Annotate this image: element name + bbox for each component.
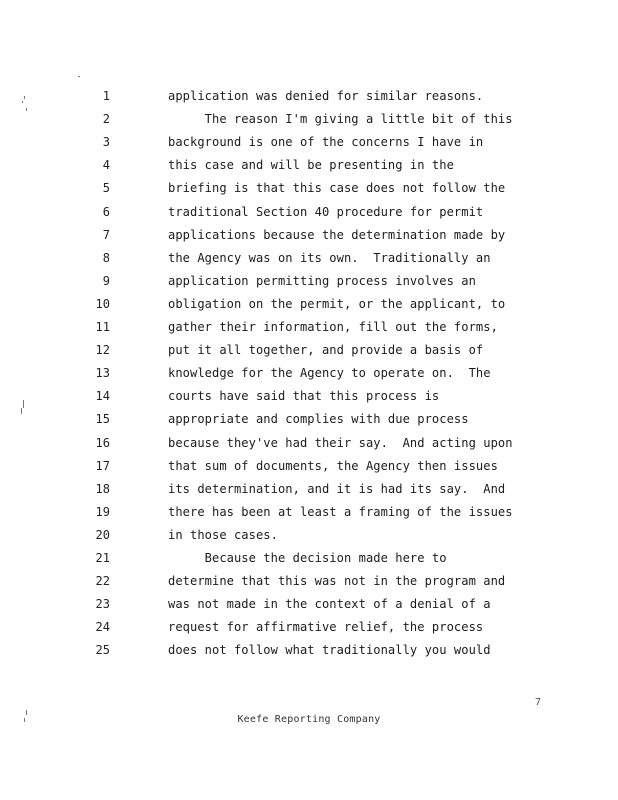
line-number: 17 bbox=[95, 458, 110, 473]
line-number: 3 bbox=[102, 135, 110, 150]
line-text: the Agency was on its own. Traditionally an bbox=[168, 250, 491, 265]
line-text: because they've had their say. And acting upon bbox=[168, 435, 513, 450]
transcript-line bbox=[0, 617, 618, 637]
line-text: obligation on the permit, or the applicant, to bbox=[168, 296, 506, 311]
line-number: 14 bbox=[95, 389, 110, 404]
line-number: 9 bbox=[102, 273, 110, 288]
line-text: its determination, and it is had its say. And bbox=[168, 481, 506, 496]
line-number: 21 bbox=[95, 551, 110, 565]
line-text: does not follow what traditionally you would bbox=[168, 643, 491, 658]
line-number: 1 bbox=[102, 89, 110, 103]
line-number: 25 bbox=[95, 643, 110, 658]
scan-speck bbox=[78, 76, 80, 77]
line-number: 5 bbox=[102, 181, 110, 196]
line-text: knowledge for the Agency to operate on. The bbox=[168, 366, 491, 381]
line-number: 8 bbox=[102, 250, 110, 265]
transcript-line bbox=[0, 525, 618, 545]
line-text: that sum of documents, the Agency then issues bbox=[168, 458, 498, 473]
transcript-line bbox=[0, 479, 618, 499]
line-number: 10 bbox=[95, 296, 110, 311]
line-text: appropriate and complies with due process bbox=[168, 412, 469, 427]
line-number: 4 bbox=[102, 158, 110, 173]
transcript-line bbox=[0, 132, 618, 152]
transcript-line bbox=[0, 571, 618, 591]
line-text: there has been at least a framing of the issues bbox=[168, 504, 513, 519]
line-text: traditional Section 40 procedure for permit bbox=[168, 204, 484, 219]
transcript-line bbox=[0, 317, 618, 337]
line-number: 12 bbox=[95, 343, 110, 358]
line-number: 24 bbox=[95, 620, 110, 635]
transcript-line bbox=[0, 433, 618, 453]
reporter-footer: Keefe Reporting Company bbox=[237, 714, 381, 725]
line-number: 6 bbox=[102, 204, 110, 219]
transcript-line bbox=[0, 340, 618, 360]
transcript-line bbox=[0, 225, 618, 245]
line-text: background is one of the concerns I have in bbox=[168, 135, 484, 150]
line-number: 23 bbox=[95, 597, 110, 612]
line-text: gather their information, fill out the forms, bbox=[168, 320, 498, 334]
transcript-line bbox=[0, 271, 618, 291]
line-text: The reason I'm giving a little bit of this bbox=[168, 112, 513, 127]
transcript-line bbox=[0, 178, 618, 198]
line-text: application permitting process involves an bbox=[168, 273, 476, 288]
line-number: 15 bbox=[95, 412, 110, 427]
line-text: in those cases. bbox=[168, 527, 278, 542]
transcript-line bbox=[0, 502, 618, 522]
line-text: put it all together, and provide a basis of bbox=[168, 343, 484, 358]
transcript-line bbox=[0, 294, 618, 314]
transcript-line bbox=[0, 409, 618, 429]
transcript-line bbox=[0, 248, 618, 268]
transcript-line bbox=[0, 594, 618, 614]
line-text: this case and will be presenting in the bbox=[168, 158, 454, 173]
line-text: courts have said that this process is bbox=[168, 389, 440, 404]
line-text: application was denied for similar reasons. bbox=[168, 89, 484, 103]
line-number: 2 bbox=[102, 112, 110, 127]
transcript-line bbox=[0, 386, 618, 406]
line-number: 20 bbox=[95, 527, 110, 542]
transcript-line bbox=[0, 155, 618, 175]
transcript-line bbox=[0, 86, 618, 106]
transcript-line bbox=[0, 202, 618, 222]
transcript-line bbox=[0, 363, 618, 383]
line-text: applications because the determination made by bbox=[168, 227, 506, 242]
line-number: 11 bbox=[95, 320, 110, 334]
transcript-line bbox=[0, 109, 618, 129]
line-text: Because the decision made here to bbox=[168, 551, 447, 565]
line-number: 22 bbox=[95, 574, 110, 589]
line-text: briefing is that this case does not follow the bbox=[168, 181, 506, 196]
line-number: 19 bbox=[95, 504, 110, 519]
transcript-line bbox=[0, 640, 618, 660]
line-text: determine that this was not in the program and bbox=[168, 574, 506, 589]
line-text: request for affirmative relief, the process bbox=[168, 620, 484, 635]
line-number: 16 bbox=[95, 435, 110, 450]
transcript-line bbox=[0, 548, 618, 568]
line-number: 7 bbox=[102, 227, 110, 242]
line-number: 18 bbox=[95, 481, 110, 496]
line-number: 13 bbox=[95, 366, 110, 381]
page-number: 7 bbox=[535, 697, 542, 708]
line-text: was not made in the context of a denial of a bbox=[168, 597, 491, 612]
transcript-line bbox=[0, 456, 618, 476]
